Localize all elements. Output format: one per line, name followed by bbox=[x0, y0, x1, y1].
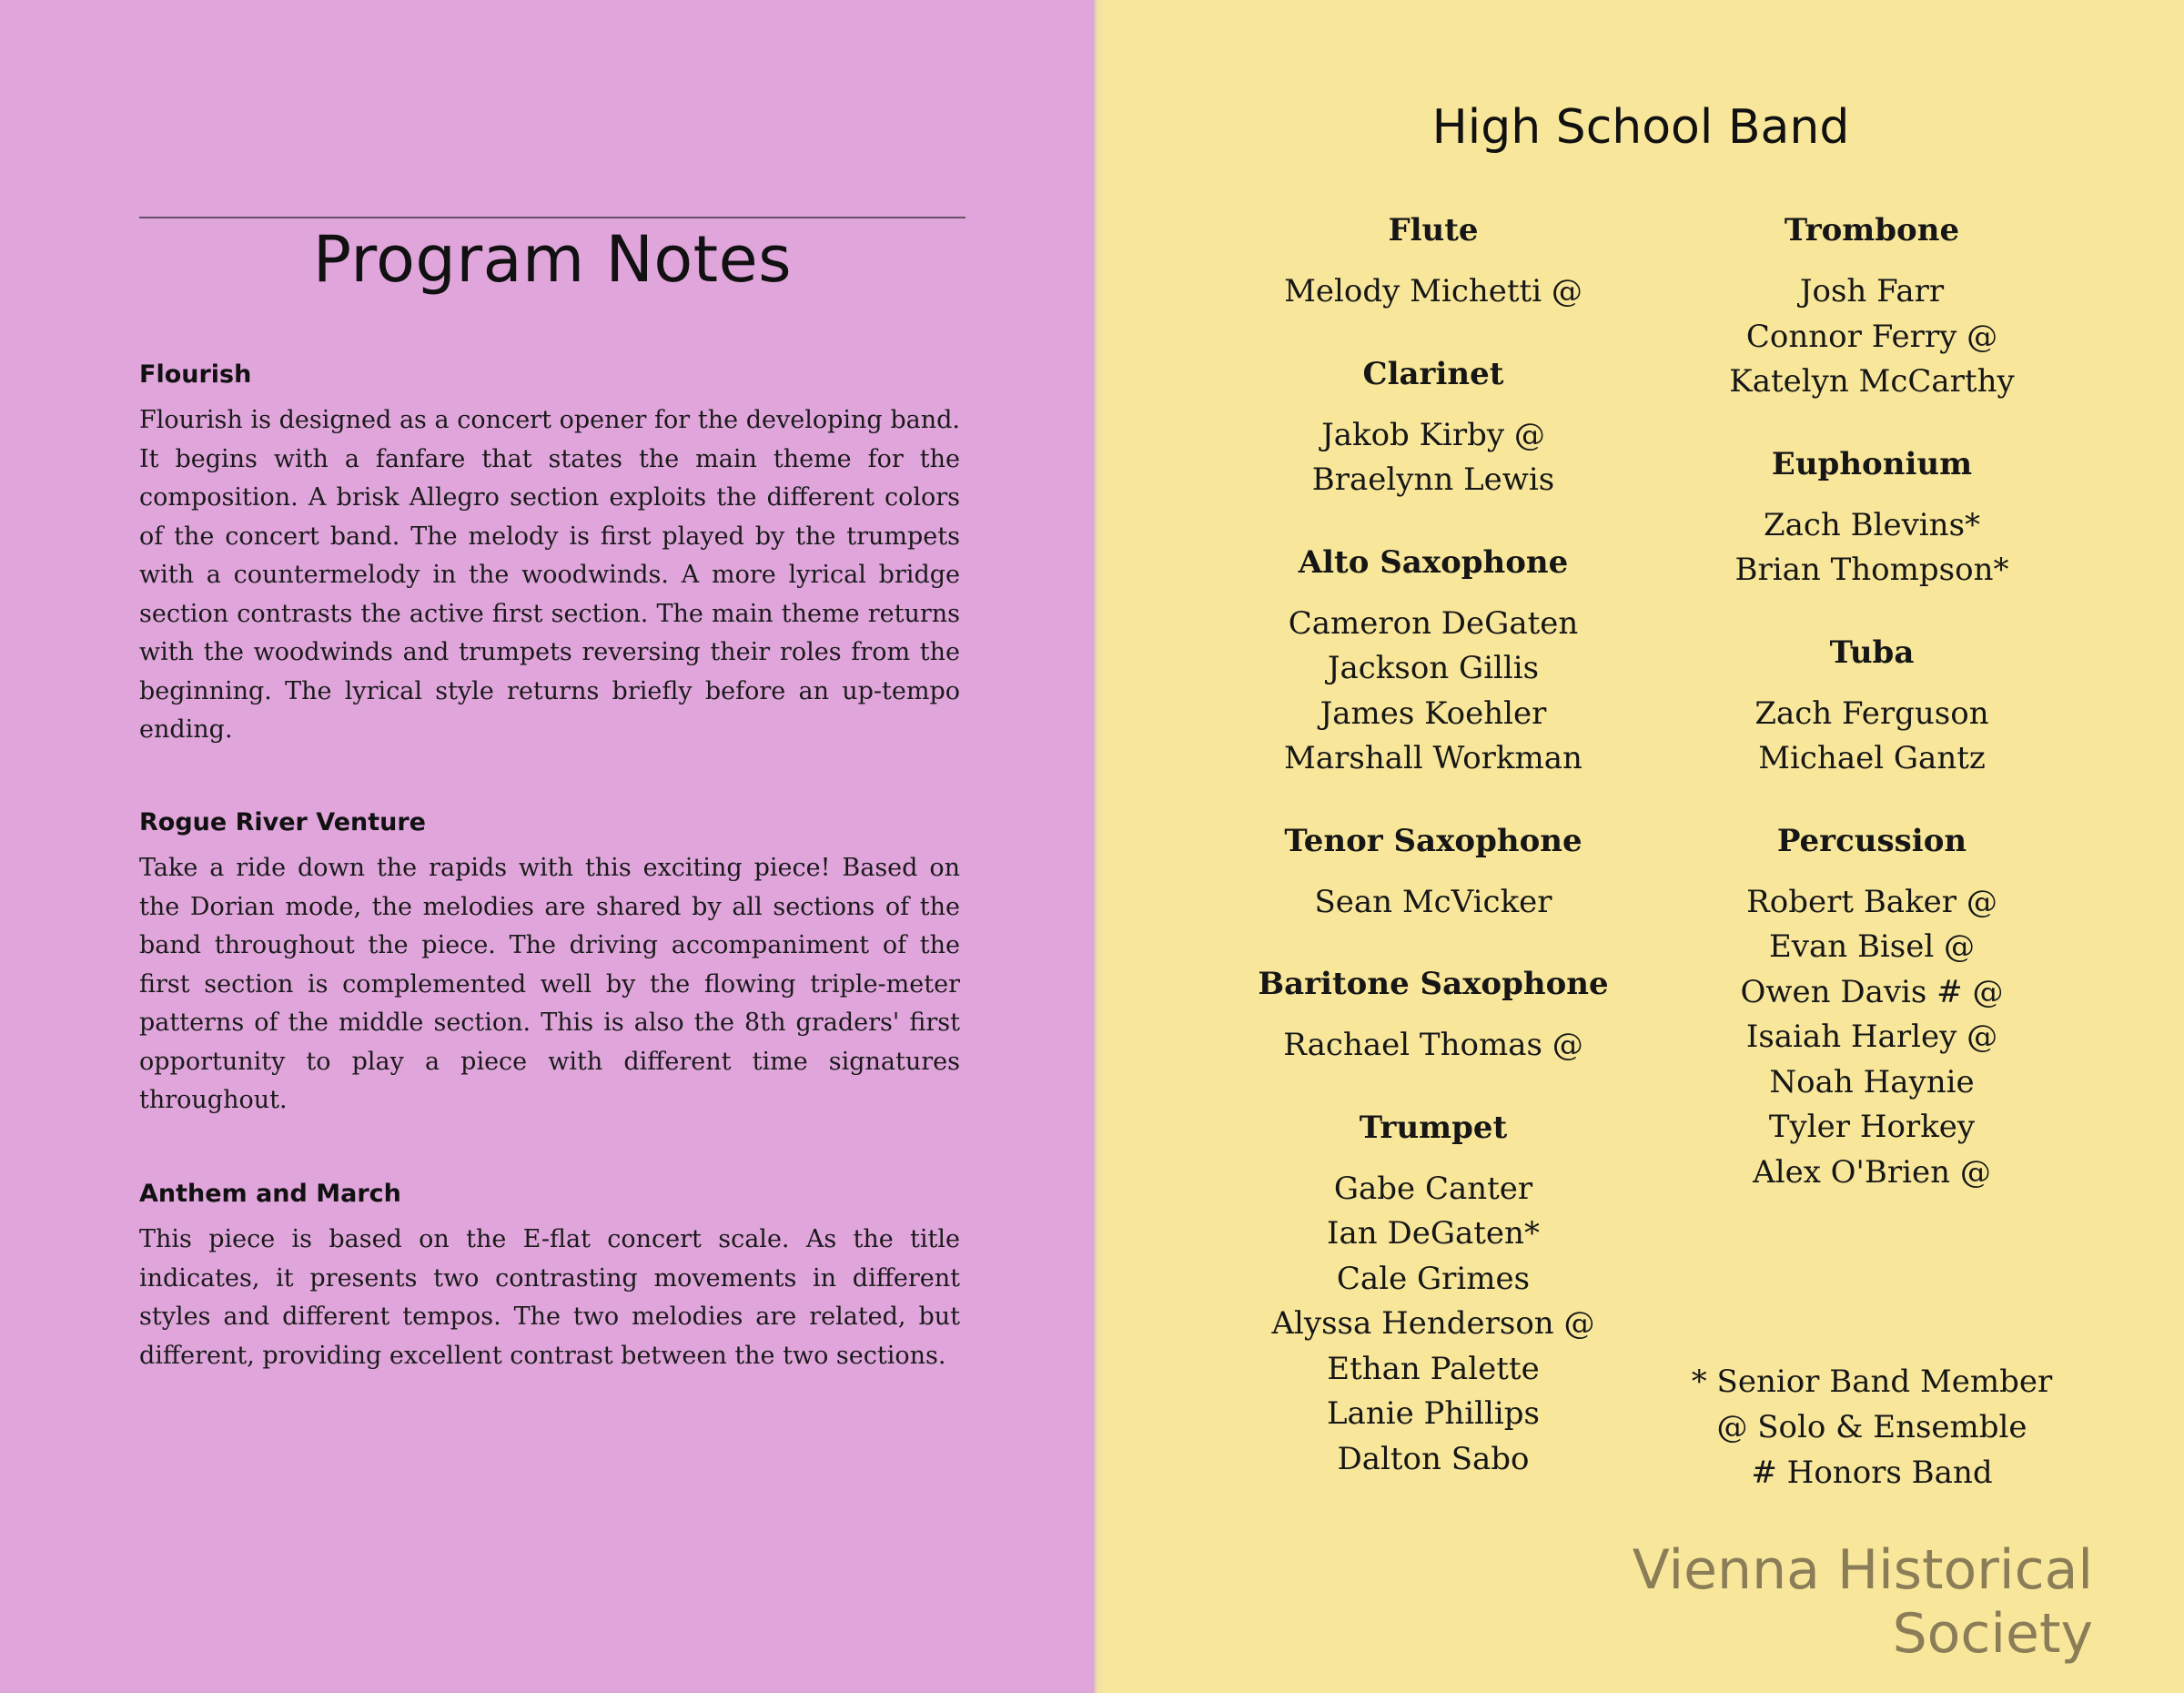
section-flute bbox=[1206, 208, 1661, 315]
program-note bbox=[139, 360, 960, 750]
section-baritone-saxophone bbox=[1206, 961, 1661, 1069]
note-body: Flourish is designed as a concert opener for the developing band. It begins with a fanfare that states the main theme for the composition. A brisk Allegro section exploits the different colors of the concert band. The melody is first played by the trumpets with a countermelody in the woodwinds. A more lyrical bridge section contrasts the active first section. The main theme returns with the woodwinds and trumpets reversing their roles from the beginning. The lyrical style returns briefly before an up-tempo ending. bbox=[139, 406, 960, 744]
member-name: Sean McVicker bbox=[1314, 883, 1552, 920]
title-rule bbox=[139, 217, 966, 218]
section-euphonium bbox=[1644, 441, 2099, 593]
section-trumpet bbox=[1206, 1105, 1661, 1483]
member-name: Dalton Sabo bbox=[1337, 1440, 1530, 1477]
roster-legend bbox=[1644, 1359, 2099, 1495]
member-name: Evan Bisel @ bbox=[1768, 928, 1976, 965]
member-name: Zach Blevins* bbox=[1763, 506, 1981, 543]
member-name: Isaiah Harley @ bbox=[1745, 1019, 1998, 1055]
page-title: Program Notes bbox=[312, 222, 793, 297]
section-tuba bbox=[1644, 630, 2099, 782]
section-tenor-saxophone bbox=[1206, 818, 1661, 926]
section-title: Alto Saxophone bbox=[1298, 543, 1569, 581]
member-name: Melody Michetti @ bbox=[1284, 273, 1582, 309]
roster-left-column bbox=[1206, 208, 1661, 1482]
member-name: Josh Farr bbox=[1799, 273, 1945, 309]
member-name: Cameron DeGaten bbox=[1288, 604, 1579, 642]
note-heading: Rogue River Venture bbox=[139, 808, 426, 836]
section-title: Clarinet bbox=[1362, 355, 1504, 392]
legend-solo-ensemble: @ Solo & Ensemble bbox=[1716, 1409, 2027, 1445]
member-name: Brian Thompson* bbox=[1734, 552, 2009, 588]
member-name: Alyssa Henderson @ bbox=[1271, 1305, 1595, 1342]
member-name: Marshall Workman bbox=[1284, 740, 1582, 776]
section-clarinet bbox=[1206, 351, 1661, 503]
member-name: Alex O'Brien @ bbox=[1753, 1153, 1991, 1191]
member-name: Tyler Horkey bbox=[1768, 1109, 1976, 1145]
program-note bbox=[139, 1180, 960, 1375]
section-title: Euphonium bbox=[1771, 445, 1973, 482]
member-name: Zach Ferguson bbox=[1754, 694, 1989, 732]
member-name: Jakob Kirby @ bbox=[1321, 416, 1545, 453]
member-name: Owen Davis # @ bbox=[1740, 973, 2004, 1010]
section-trombone bbox=[1644, 208, 2099, 405]
member-name: James Koehler bbox=[1320, 694, 1547, 732]
legend-senior: * Senior Band Member bbox=[1691, 1364, 2053, 1400]
roster-right-column bbox=[1644, 208, 2099, 1195]
section-alto-saxophone bbox=[1206, 540, 1661, 782]
page-fold bbox=[1092, 0, 1103, 1693]
section-percussion bbox=[1644, 818, 2099, 1196]
member-name: Ian DeGaten* bbox=[1327, 1215, 1540, 1252]
member-name: Connor Ferry @ bbox=[1745, 318, 1998, 355]
note-heading: Anthem and March bbox=[139, 1180, 401, 1208]
member-name: Lanie Phillips bbox=[1326, 1395, 1541, 1432]
section-title: Tuba bbox=[1829, 634, 1915, 671]
section-title: Trumpet bbox=[1359, 1109, 1508, 1146]
member-name: Cale Grimes bbox=[1336, 1260, 1531, 1297]
member-name: Gabe Canter bbox=[1333, 1170, 1533, 1207]
member-name: Ethan Palette bbox=[1327, 1350, 1540, 1387]
watermark: Vienna Historical Society bbox=[1632, 1538, 2093, 1666]
note-heading: Flourish bbox=[139, 360, 252, 389]
section-title: Flute bbox=[1388, 212, 1479, 248]
member-name: Katelyn McCarthy bbox=[1729, 363, 2015, 400]
section-title: Baritone Saxophone bbox=[1258, 966, 1609, 1002]
member-name: Jackson Gillis bbox=[1327, 650, 1540, 686]
section-title: Percussion bbox=[1776, 822, 1967, 859]
section-title: Trombone bbox=[1784, 212, 1960, 248]
member-name: Robert Baker @ bbox=[1746, 883, 1997, 920]
legend-honors: # Honors Band bbox=[1751, 1455, 1993, 1491]
note-body: Take a ride down the rapids with this exciting piece! Based on the Dorian mode, the melodies are shared by all sections of the band throughout the piece. The driving accompaniment of the first section is complemented well by the flowing triple-meter patterns of the middle section. This is also the 8th graders' first opportunity to play a piece with different time signatures throughout. bbox=[139, 854, 960, 1114]
member-name: Noah Haynie bbox=[1769, 1063, 1975, 1100]
section-title: Tenor Saxophone bbox=[1284, 822, 1582, 859]
member-name: Michael Gantz bbox=[1758, 740, 1986, 776]
member-name: Braelynn Lewis bbox=[1311, 461, 1555, 498]
note-body: This piece is based on the E-flat concert scale. As the title indicates, it presents two contrasting movements in different styles and different tempos. The two melodies are related, but different, providing excellent contrast between the two sections. bbox=[139, 1225, 960, 1370]
program-note bbox=[139, 808, 960, 1120]
band-title: High School Band bbox=[1431, 100, 1850, 155]
member-name: Rachael Thomas @ bbox=[1283, 1027, 1583, 1063]
